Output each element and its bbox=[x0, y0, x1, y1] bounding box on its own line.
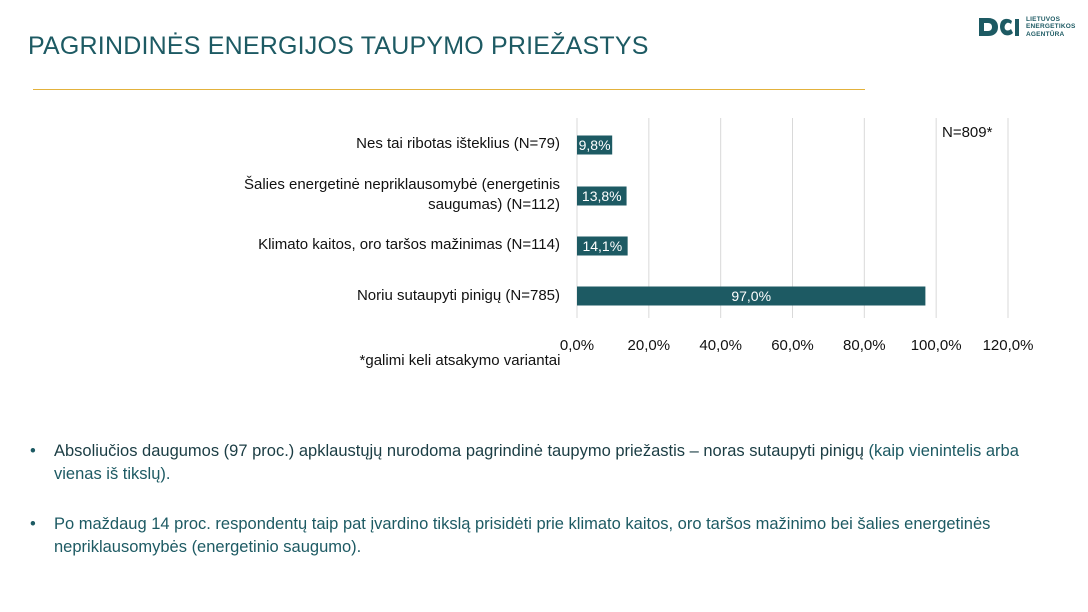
x-tick-label: 40,0% bbox=[699, 337, 742, 354]
data-label: 13,8% bbox=[581, 188, 622, 204]
x-tick-label: 80,0% bbox=[843, 337, 886, 354]
sample-size-note: N=809* bbox=[942, 124, 993, 141]
bullet-text: (kaip vienintelis arba vienas iš tikslų). bbox=[54, 442, 1019, 483]
category-label: Noriu sutaupyti pinigų (N=785) bbox=[356, 287, 560, 304]
bullet-bold-text: Absoliučios daugumos (97 proc.) apklaustųjų nurodoma pagrindinė taupymo priežastis – noras sutaupyti pinigų bbox=[54, 442, 864, 460]
data-label: 9,8% bbox=[578, 137, 611, 153]
bullet-item bbox=[28, 513, 1048, 559]
page-title: PAGRINDINĖS ENERGIJOS TAUPYMO PRIEŽASTYS bbox=[28, 32, 649, 60]
data-label: 97,0% bbox=[731, 288, 772, 304]
category-label: Šalies energetinė nepriklausomybė (energetinis saugumas) (N=112) bbox=[243, 176, 560, 213]
category-label: Nes tai ribotas išteklius (N=79) bbox=[356, 135, 560, 152]
logo-line-3: AGENTŪRA bbox=[1026, 30, 1065, 38]
logo-line-1: LIETUVOS bbox=[1026, 15, 1061, 23]
bullet-item bbox=[28, 440, 1048, 486]
bullet-text: Po maždaug 14 proc. respondentų taip pat įvardino tikslą prisidėti prie klimato kaitos, oro taršos mažinimo bei šalies energetinės nepriklausomybės (energetinio saugumo). bbox=[54, 515, 991, 556]
summary-bullets bbox=[28, 440, 1048, 586]
logo-line-2: ENERGETIKOS bbox=[1026, 23, 1076, 31]
x-tick-label: 0,0% bbox=[559, 337, 595, 354]
x-tick-label: 20,0% bbox=[627, 337, 671, 354]
category-label: Klimato kaitos, oro taršos mažinimas (N=114) bbox=[258, 236, 560, 253]
x-tick-label: 60,0% bbox=[771, 337, 814, 354]
x-tick-label: 120,0% bbox=[982, 337, 1034, 354]
x-tick-label: 100,0% bbox=[910, 337, 962, 354]
data-label: 14,1% bbox=[582, 238, 623, 254]
footnote: *galimi keli atsakymo variantai bbox=[359, 352, 561, 369]
